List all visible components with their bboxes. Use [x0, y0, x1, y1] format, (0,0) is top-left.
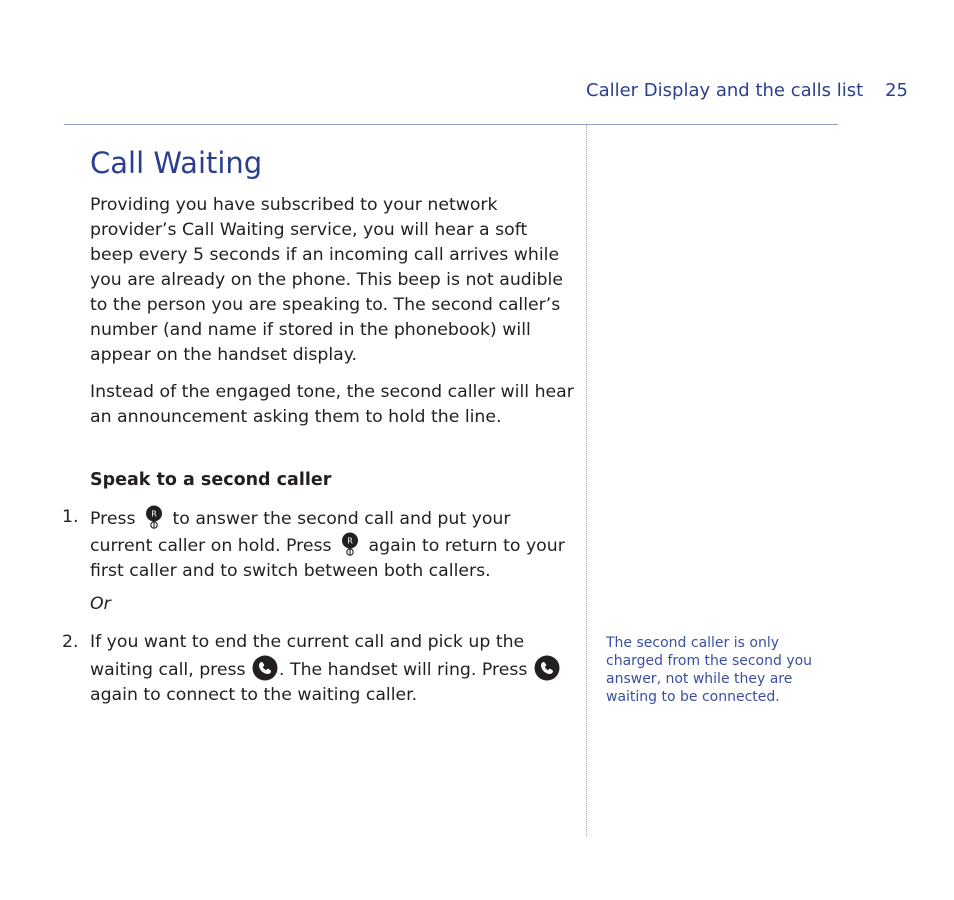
step-text — [90, 630, 574, 708]
step-text-part: again to return to your first caller and to switch between both callers. — [90, 536, 565, 581]
svg-text:R: R — [347, 536, 353, 546]
column-divider — [586, 125, 587, 836]
section-title: Caller Display and the calls list — [586, 80, 864, 101]
step-number: 2. — [62, 632, 79, 652]
recall-key-icon — [339, 532, 361, 556]
talk-key-icon — [252, 655, 278, 681]
step-1 — [62, 505, 574, 584]
intro-paragraph: Providing you have subscribed to your network provider’s Call Waiting service, you will hear a soft beep every 5 seconds if an incoming call arrives while you are already on the phone. This beep is not audible to the person you are speaking to. The second caller’s number (and name if stored in the phonebook) will appear on the handset display. — [90, 195, 563, 365]
header-divider — [64, 124, 838, 125]
page-number: 25 — [885, 80, 908, 101]
engaged-tone-paragraph: Instead of the engaged tone, the second caller will hear an announcement asking them to hold the line. — [90, 382, 574, 427]
step-text — [90, 505, 574, 584]
step-text-part: If you want to end the current call and pick up the waiting call, press — [90, 632, 525, 680]
main-column — [90, 143, 574, 430]
sidebar-note: The second caller is only charged from the second you answer, not while they are waiting to be connected. — [606, 635, 813, 705]
step-number: 1. — [62, 507, 79, 527]
talk-key-icon — [534, 655, 560, 681]
step-text-part: . The handset will ring. Press — [279, 660, 528, 680]
running-header — [586, 80, 908, 104]
subheading: Speak to a second caller — [90, 470, 332, 490]
svg-text:R: R — [151, 509, 157, 519]
step-text-part: Press — [90, 509, 136, 529]
step-2 — [62, 630, 574, 708]
page-title: Call Waiting — [90, 146, 263, 180]
step-text-part: to answer the second call and put your current caller on hold. Press — [90, 509, 511, 556]
or-connector: Or — [90, 594, 111, 614]
recall-key-icon — [143, 505, 165, 529]
step-text-part: again to connect to the waiting caller. — [90, 685, 418, 705]
